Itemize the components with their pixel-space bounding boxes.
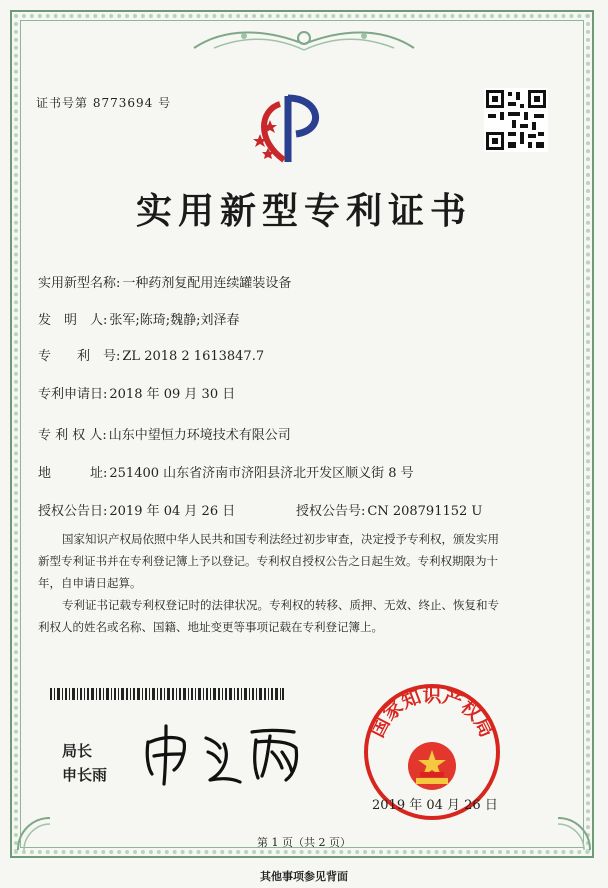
field-label: 专利申请日: [38,387,108,402]
field-label: 专 利 权 人: [38,428,107,443]
barcode-icon [50,688,284,700]
field-value: 2019 年 04 月 26 日 [109,504,236,519]
application-date-row [38,383,235,402]
cert-no-suffix: 号 [158,96,172,110]
field-value: 251400 山东省济南市济阳县济北开发区顺义街 8 号 [109,466,414,481]
field-value: 一种药剂复配用连续罐装设备 [122,276,292,291]
field-label: 发 明 人: [38,313,108,328]
paragraph-line: 利权人的姓名或名称、国籍、地址变更等事项记载在专利登记簿上。 [38,620,383,634]
utility-model-name-row [38,272,291,291]
field-value: 山东中望恒力环境技术有限公司 [108,428,291,443]
handwritten-signature-icon [140,722,310,786]
paragraph-line: 新型专利证书并在专利登记簿上予以登记。专利权自授权公告之日起生效。专利权期限为十 [38,554,498,568]
patent-number-row [38,345,264,364]
field-label: 授权公告日: [38,504,108,519]
publication-number-row [296,500,482,519]
director-title: 局长 [62,742,93,760]
statement-paragraph-1 [38,528,572,594]
svg-text:国家知识产权局: 国家知识产权局 [366,684,498,741]
field-value: 张军;陈琦;魏静;刘泽春 [109,313,240,328]
top-ornament-icon [184,26,424,54]
statement-paragraph-2 [38,594,572,638]
publication-date-row [38,500,235,519]
director-name: 申长雨 [62,766,108,784]
certificate-number [36,94,171,111]
field-value: 2018 年 09 月 30 日 [109,387,236,402]
certificate-title: 实用新型专利证书 [135,190,472,232]
cert-no-label: 证书号第 [36,96,89,110]
field-label: 地 址: [38,466,108,481]
qr-code-icon [484,88,548,152]
paragraph-line: 国家知识产权局依照中华人民共和国专利法经过初步审查，决定授予专利权，颁发实用 [62,532,499,546]
field-label: 授权公告号: [296,504,366,519]
paragraph-line: 专利证书记载专利权登记时的法律状况。专利权的转移、质押、无效、终止、恢复和专 [62,598,499,612]
page-number: 第 1 页（共 2 页） [257,836,351,849]
field-value: CN 208791152 U [367,504,483,519]
inventor-row [38,309,240,328]
field-value: ZL 2018 2 1613847.7 [122,349,265,364]
field-label: 专 利 号: [38,349,121,364]
seal-date: 2019 年 04 月 26 日 [372,798,498,813]
patentee-row [38,424,291,443]
address-row [38,462,414,481]
footer-note: 其他事项参见背面 [260,870,348,883]
patent-office-logo-icon [240,90,336,170]
field-label: 实用新型名称: [38,276,121,291]
paragraph-line: 年，自申请日起算。 [38,576,142,590]
cert-no-value: 8773694 [92,96,154,110]
